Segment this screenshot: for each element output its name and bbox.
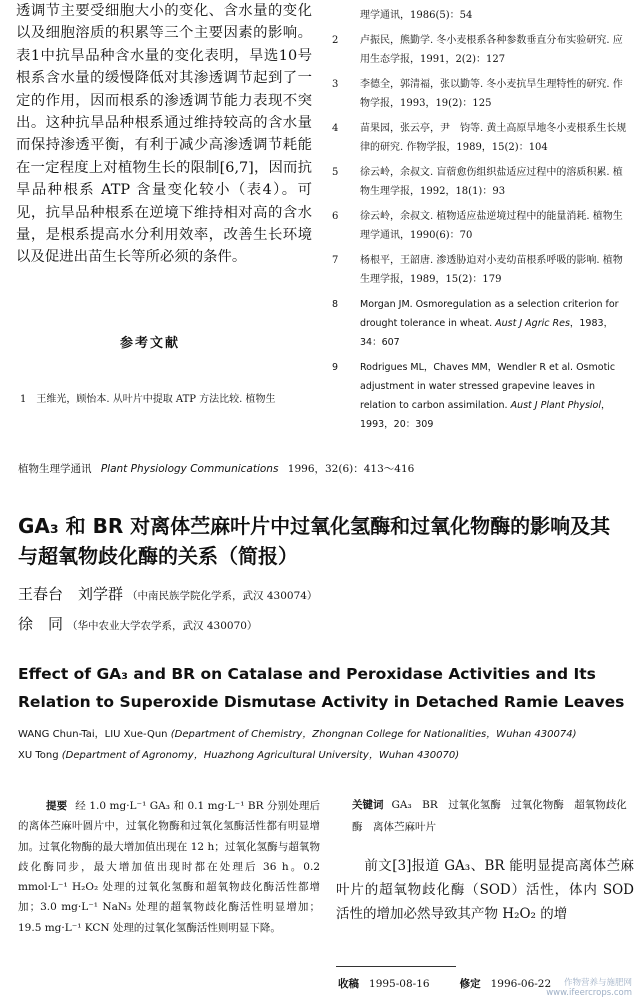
reference-item [332, 75, 632, 113]
reference-item [332, 6, 632, 25]
keywords-text: GA₃ BR 过氧化氢酶 过氧化物酶 超氧物歧化酶 离体苎麻叶片 [352, 799, 627, 833]
watermark-text: 作物营养与施肥网 [563, 978, 632, 988]
received-date: 1995-08-16 [369, 978, 430, 990]
references-heading: 参考文献 [120, 336, 181, 351]
abstract-text: 经 1.0 mg·L⁻¹ GA₃ 和 0.1 mg·L⁻¹ BR 分别处理后的离体苎麻叶圆片中，过氧化物酶和过氧化氢酶活性都有明显增加。过氧化物酶的最大增加值出现在 12 h；过氧化氢酶与超氧物歧化酶同步，最大增加值出现时都在处理后 36 h。0.2 mmol·L⁻¹ H₂O₂ 处理的过氧化氢酶和超氧物歧化酶活性都增加；3.0 mg·L⁻¹ NaN₃ 处理的超氧物歧化酶活性明显增加；19.5 mg·L⁻¹ KCN 处理的过氧化氢酶活性则明显下降。 [18, 800, 320, 934]
journal-info [18, 461, 414, 476]
article-title-en: Effect of GA₃ and BR on Catalase and Peroxidase Activities and Its Relation to Superoxide Dismutase Activity in Detached Ramie Leaves [18, 665, 625, 711]
date-footnote [338, 976, 551, 991]
intro-paragraph [336, 854, 634, 926]
watermark [546, 978, 632, 998]
reference-volume: ，1983，34：607 [360, 318, 614, 348]
body-paragraph: 透调节主要受细胞大小的变化、含水量的变化以及细胞溶质的积累等三个主要因素的影响。表1中抗旱品种含水量的变化表明，旱选10号根系含水量的缓慢降低对其渗透调节起到了一定的作用，因而根系的渗透调节能力表现不突出。这种抗旱品种根系通过维持较高的含水量而保持渗透平衡，有利于减少高渗透调节耗能在一定程度上对植物生长的限制[6,7]，因而抗旱品种根系 ATP 含量变化较小（表4）。可见，抗旱品种根系在逆境下维持相对高的含水量，是根系提高水分利用效率，改善生长环境以及促进出苗生长等所必须的条件。 [16, 3, 312, 266]
reference-text: 苗果园，张云亭，尹 钧等. 黄土高原旱地冬小麦根系生长规律的研究. 作物学报，1989，15(2)：104 [360, 123, 627, 153]
left-column [16, 0, 312, 269]
article-title-cn: GA₃ 和 BR 对离体苎麻叶片中过氧化氢酶和过氧化物酶的影响及其与超氧物歧化酶的关系（简报） [18, 514, 611, 568]
reference-number: 7 [332, 255, 339, 266]
reference-item: 1 王维光，顾怡本. 从叶片中提取 ATP 方法比较. 植物生 [20, 394, 276, 405]
journal-name-en: Plant Physiology Communications [100, 463, 279, 475]
reference-text: 徐云岭，余叔文. 植物适应盐逆境过程中的能量消耗. 植物生理学通讯，1990(6)：70 [360, 211, 623, 241]
reference-list [332, 6, 632, 440]
author-line-en [18, 746, 459, 761]
footnote-divider [336, 966, 456, 967]
revised-label: 修定 [459, 978, 481, 990]
reference-journal: Aust J Agric Res [495, 318, 570, 329]
reference-number: 8 [332, 299, 339, 310]
received-label: 收稿 [338, 978, 359, 990]
reference-volume: ，1993，20：309 [360, 400, 611, 430]
keywords-label: 关键词 [352, 799, 384, 811]
abstract-label: 提要 [46, 800, 68, 812]
reference-text: 徐云岭，余叔文. 盲蓿愈伤组织盐适应过程中的溶质积累. 植物生理学报，1992，18(1)：93 [360, 167, 623, 197]
author-names: XU Tong [18, 750, 59, 761]
reference-number: 5 [332, 167, 339, 178]
journal-name-cn: 植物生理学通讯 [18, 463, 92, 475]
reference-item [332, 251, 632, 289]
journal-issue: 1996，32(6)：413～416 [287, 463, 415, 475]
revised-date: 1996-06-22 [490, 978, 552, 990]
intro-text: 前文[3]报道 GA₃、BR 能明显提高离体苎麻叶片的超氧物歧化酶（SOD）活性，体内 SOD 活性的增加必然导致其产物 H₂O₂ 的增 [336, 858, 634, 922]
reference-item [332, 163, 632, 201]
author-affiliation: （中南民族学院化学系，武汉 430074） [127, 590, 318, 602]
author-affiliation: （华中农业大学农学系，武汉 430070） [67, 620, 258, 632]
reference-item [332, 358, 632, 434]
author-affiliation: (Department of Chemistry，Zhongnan College for Nationalities，Wuhan 430074) [170, 729, 577, 740]
reference-text: Rodrigues ML，Chaves MM，Wendler R et al. Osmotic adjustment in water stressed grapevine leaves in relation to carbon assimilation. [360, 362, 616, 411]
reference-number: 4 [332, 123, 339, 134]
reference-item [332, 207, 632, 245]
reference-text: 理学通讯，1986(5)：54 [360, 10, 473, 21]
reference-item [332, 295, 632, 352]
reference-number: 9 [332, 362, 339, 373]
author-line-en [18, 725, 576, 740]
reference-text: 卢振民，熊勤学. 冬小麦根系各种参数垂直分布实验研究. 应用生态学报，1991，2(2)：127 [360, 35, 623, 65]
author-names: 徐 同 [18, 615, 64, 633]
reference-text: 杨根平，王韶唐. 渗透胁迫对小麦幼苗根系呼吸的影响. 植物生理学报，1989，15(2)：179 [360, 255, 623, 285]
reference-journal: Aust J Plant Physiol [510, 400, 601, 411]
reference-text: 李德全，郭清福，张以勤等. 冬小麦抗旱生理特性的研究. 作物学报，1993，19(2)：125 [360, 79, 623, 109]
author-names: 王春台 刘学群 [18, 585, 124, 603]
abstract [18, 796, 320, 938]
watermark-url: www.ifeercrops.com [546, 988, 632, 998]
author-line-cn [18, 613, 257, 634]
reference-item [332, 31, 632, 69]
reference-number: 2 [332, 35, 339, 46]
reference-text: Morgan JM. Osmoregulation as a selection criterion for drought tolerance in wheat. [360, 299, 619, 329]
author-affiliation: (Department of Agronomy，Huazhong Agricultural University，Wuhan 430070) [61, 750, 460, 761]
reference-number: 3 [332, 79, 339, 90]
author-names: WANG Chun-Tai，LIU Xue-Qun [18, 729, 168, 740]
reference-item [332, 119, 632, 157]
keywords [352, 794, 632, 838]
author-line-cn [18, 583, 317, 604]
reference-number: 6 [332, 211, 339, 222]
